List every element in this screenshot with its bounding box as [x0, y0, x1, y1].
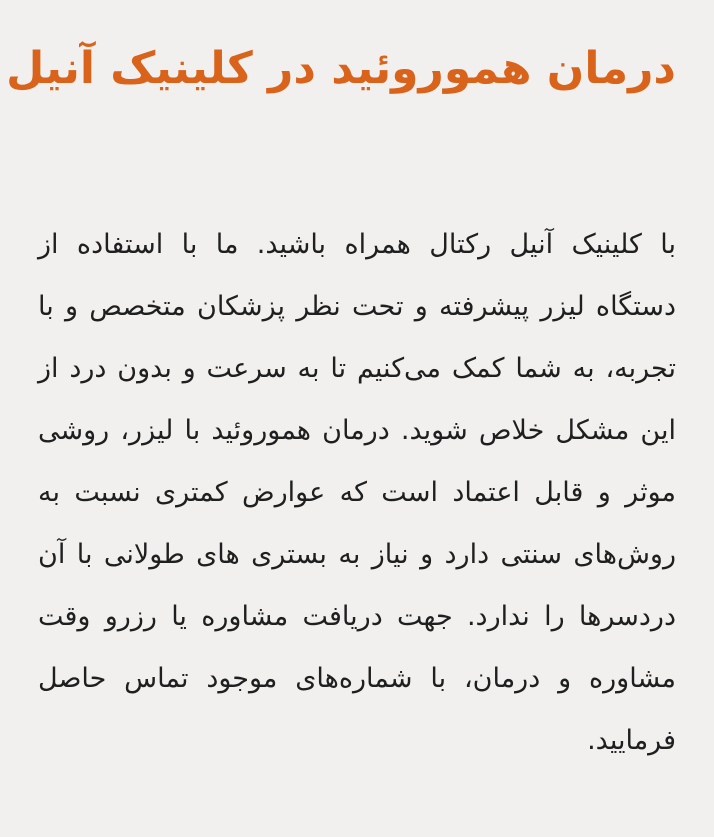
- article-body: با کلینیک آنیل رکتال همراه باشید. ما با استفاده از دستگاه لیزر پیشرفته و تحت نظر پزشکان متخصص و با تجربه، به شما کمک می‌کنیم تا به سرعت و بدون درد از این مشکل خلاص شوید. درمان هموروئید با لیزر، روشی موثر و قابل اعتماد است که عوارض کمتری نسبت به روش‌های سنتی دارد و نیاز به بستری های طولانی با آن دردسرها را ندارد. جهت دریافت مشاوره یا رزرو وقت مشاوره و درمان، با شماره‌های موجود تماس حاصل فرمایید.: [38, 229, 676, 756]
- page-title: درمان هموروئید در کلینیک آنیل: [6, 43, 676, 94]
